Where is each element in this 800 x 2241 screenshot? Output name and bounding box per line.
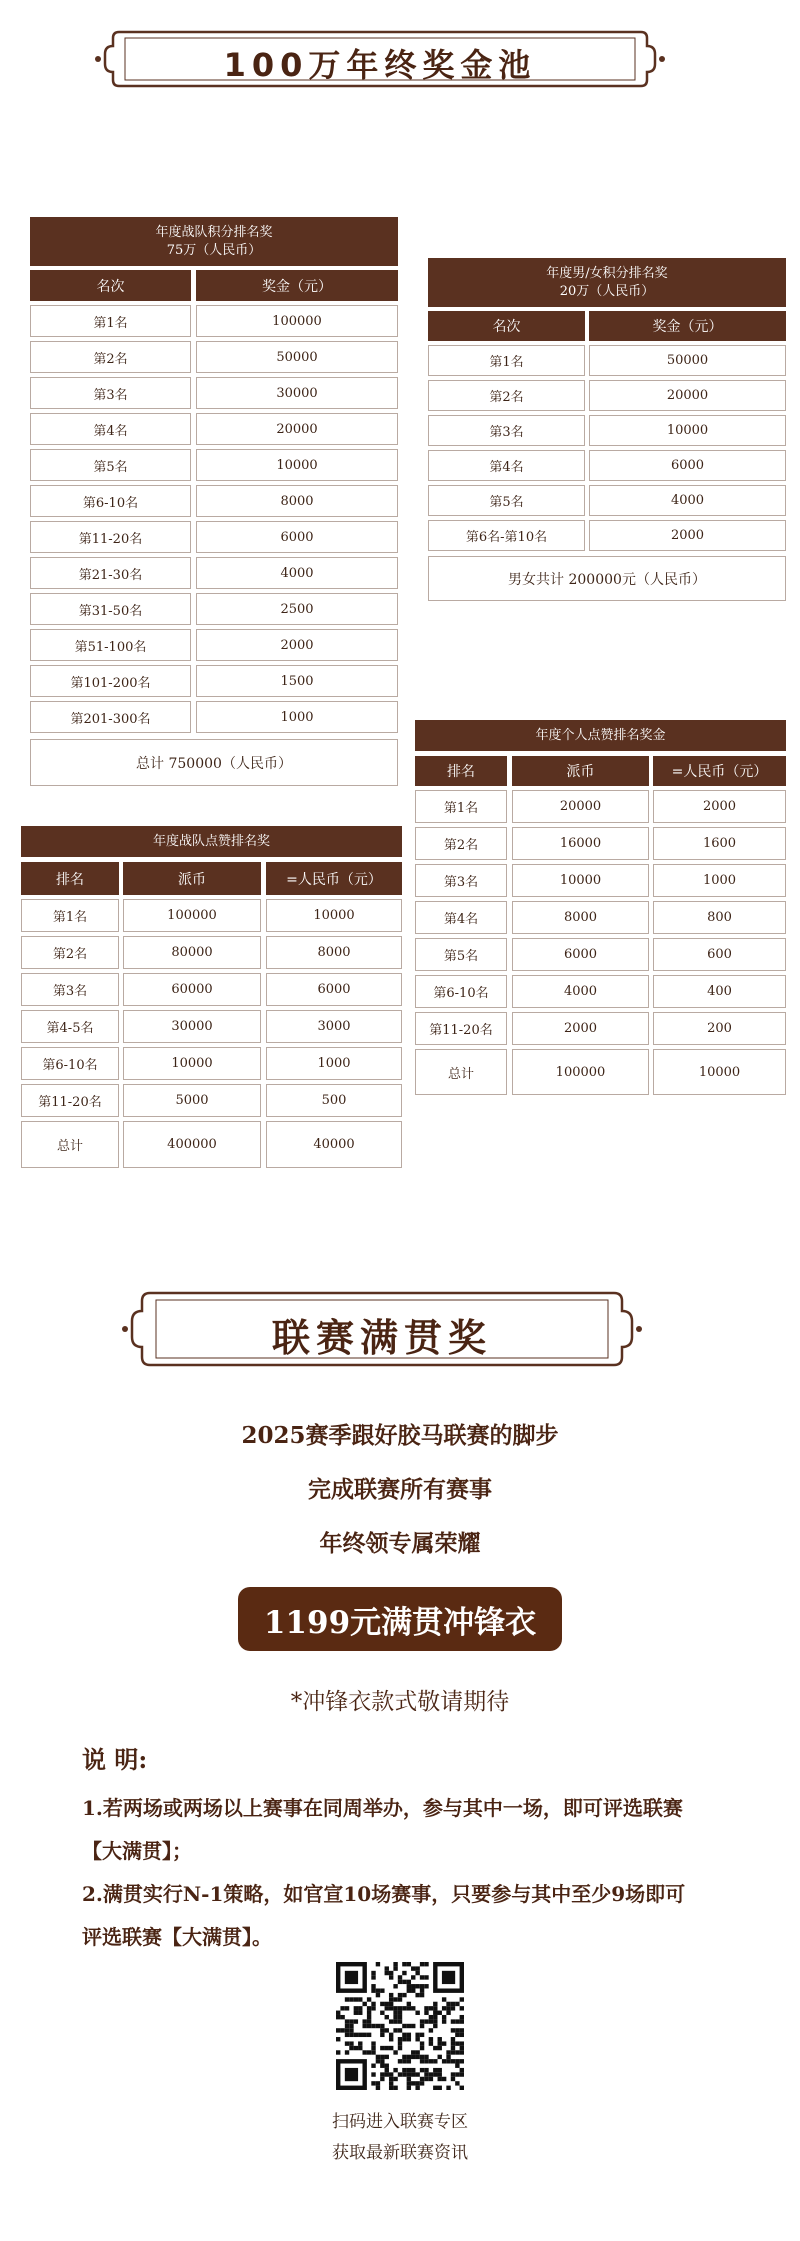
table-cell-rmb: 10000 <box>266 899 402 932</box>
table-cell-amount: 1000 <box>196 701 398 733</box>
notes-line: 2.满贯实行N-1策略，如官宣10场赛事，只要参与其中至少9场即可 <box>82 1882 686 1906</box>
table-cell-amount: 8000 <box>196 485 398 517</box>
table-cell-rank: 第2名 <box>21 936 119 969</box>
table-cell-coins: 4000 <box>512 975 649 1008</box>
table-cell-rank: 第6-10名 <box>30 485 191 517</box>
table-cell-rank: 第31-50名 <box>30 593 191 625</box>
table-cell-rmb: 6000 <box>266 973 402 1006</box>
table-title: 年度战队积分排名奖 <box>155 224 273 240</box>
table-cell-rmb: 600 <box>653 938 786 971</box>
table-cell-amount: 2500 <box>196 593 398 625</box>
table-cell-rank: 总计 <box>415 1049 507 1095</box>
table-cell-rank: 第6名-第10名 <box>428 520 585 551</box>
notes-line: 评选联赛【大满贯】。 <box>82 1925 272 1949</box>
table-cell-rank: 第11-20名 <box>415 1012 507 1045</box>
table-cell-coins: 100000 <box>512 1049 649 1095</box>
table-cell-rank: 第51-100名 <box>30 629 191 661</box>
table-cell-rmb: 40000 <box>266 1121 402 1168</box>
table-cell-rank: 第21-30名 <box>30 557 191 589</box>
table-cell-coins: 2000 <box>512 1012 649 1045</box>
table-cell-rmb: 1600 <box>653 827 786 860</box>
table-cell-rmb: 2000 <box>653 790 786 823</box>
table-cell-rank: 第2名 <box>30 341 191 373</box>
table-cell-coins: 10000 <box>123 1047 261 1080</box>
notes-title: 说 明: <box>82 1745 148 1774</box>
table-cell-rmb: 800 <box>653 901 786 934</box>
column-header: 排名 <box>415 756 507 786</box>
qr-code[interactable] <box>336 1962 464 2090</box>
table-cell-coins: 80000 <box>123 936 261 969</box>
table-cell-rank: 第6-10名 <box>21 1047 119 1080</box>
column-header: 名次 <box>428 311 585 341</box>
table-cell-coins: 8000 <box>512 901 649 934</box>
table-cell-amount: 2000 <box>589 520 786 551</box>
table-cell-rank: 第1名 <box>415 790 507 823</box>
column-header: 派币 <box>512 756 649 786</box>
notes-line: 1.若两场或两场以上赛事在同周举办，参与其中一场，即可评选联赛 <box>82 1796 683 1820</box>
table-cell-coins: 16000 <box>512 827 649 860</box>
table-cell-rank: 第11-20名 <box>21 1084 119 1117</box>
grand-slam-banner <box>122 1285 642 1373</box>
table-cell-coins: 5000 <box>123 1084 261 1117</box>
table-cell-amount: 6000 <box>589 450 786 481</box>
table-cell-coins: 30000 <box>123 1010 261 1043</box>
table-cell-rmb: 8000 <box>266 936 402 969</box>
intro-line: 年终领专属荣耀 <box>319 1530 481 1557</box>
table-cell-rank: 第5名 <box>30 449 191 481</box>
table-cell-rmb: 1000 <box>653 864 786 897</box>
table-cell-rank: 第4名 <box>30 413 191 445</box>
table-cell-amount: 4000 <box>196 557 398 589</box>
table-title: 年度战队点赞排名奖 <box>152 833 270 849</box>
page-title: 100万年终奖金池 <box>223 46 537 84</box>
table-cell-rank: 第4名 <box>415 901 507 934</box>
table-cell-amount: 10000 <box>196 449 398 481</box>
qr-caption: 获取最新联赛资讯 <box>332 2143 468 2163</box>
table-cell-rank: 第2名 <box>415 827 507 860</box>
table-cell-rmb: 3000 <box>266 1010 402 1043</box>
table-cell-rmb: 10000 <box>653 1049 786 1095</box>
table-cell-rmb: 200 <box>653 1012 786 1045</box>
table-title: 年度个人点赞排名奖金 <box>535 727 666 743</box>
table-cell-rmb: 400 <box>653 975 786 1008</box>
qr-code-icon <box>336 1962 464 2090</box>
qr-caption: 扫码进入联赛专区 <box>332 2112 468 2132</box>
table-title: 年度男/女积分排名奖 <box>546 265 668 281</box>
table-cell-rank: 第201-300名 <box>30 701 191 733</box>
table-cell-rank: 第4-5名 <box>21 1010 119 1043</box>
column-header: 派币 <box>123 862 261 895</box>
table-cell-coins: 10000 <box>512 864 649 897</box>
table-cell-amount: 30000 <box>196 377 398 409</box>
table-cell-rank: 第4名 <box>428 450 585 481</box>
table-cell-coins: 100000 <box>123 899 261 932</box>
table-cell-rank: 第11-20名 <box>30 521 191 553</box>
table-cell-amount: 100000 <box>196 305 398 337</box>
table-total: 总计 750000（人民币） <box>30 739 398 786</box>
table-cell-rmb: 1000 <box>266 1047 402 1080</box>
table-cell-rank: 第101-200名 <box>30 665 191 697</box>
table-total: 男女共计 200000元（人民币） <box>428 556 786 601</box>
column-header: 奖金（元） <box>196 270 398 301</box>
table-cell-rank: 第3名 <box>21 973 119 1006</box>
intro-line: 完成联赛所有赛事 <box>308 1476 492 1503</box>
table-cell-rank: 第2名 <box>428 380 585 411</box>
table-cell-rank: 第5名 <box>428 485 585 516</box>
table-cell-coins: 6000 <box>512 938 649 971</box>
column-header: 奖金（元） <box>589 311 786 341</box>
table-cell-coins: 60000 <box>123 973 261 1006</box>
table-cell-rmb: 500 <box>266 1084 402 1117</box>
table-header-banner <box>21 826 402 857</box>
table-cell-rank: 总计 <box>21 1121 119 1168</box>
column-header: =人民币（元） <box>266 862 402 895</box>
prize-badge: 1199元满贯冲锋衣 <box>238 1587 562 1651</box>
table-header-banner <box>428 258 786 307</box>
table-cell-amount: 4000 <box>589 485 786 516</box>
table-cell-amount: 50000 <box>196 341 398 373</box>
table-cell-rank: 第1名 <box>30 305 191 337</box>
table-cell-amount: 50000 <box>589 345 786 376</box>
table-subtitle: 20万（人民币） <box>559 283 655 299</box>
table-cell-coins: 20000 <box>512 790 649 823</box>
section-title: 联赛满贯奖 <box>271 1316 492 1360</box>
column-header: 名次 <box>30 270 191 301</box>
table-cell-rank: 第1名 <box>428 345 585 376</box>
table-cell-rank: 第1名 <box>21 899 119 932</box>
table-header-banner <box>415 720 786 751</box>
table-header-banner <box>30 217 398 266</box>
table-cell-amount: 6000 <box>196 521 398 553</box>
column-header: =人民币（元） <box>653 756 786 786</box>
table-cell-rank: 第6-10名 <box>415 975 507 1008</box>
column-header: 排名 <box>21 862 119 895</box>
table-cell-amount: 2000 <box>196 629 398 661</box>
table-subtitle: 75万（人民币） <box>166 242 262 258</box>
table-cell-amount: 20000 <box>589 380 786 411</box>
table-cell-rank: 第5名 <box>415 938 507 971</box>
table-cell-rank: 第3名 <box>30 377 191 409</box>
table-cell-amount: 1500 <box>196 665 398 697</box>
intro-line: 2025赛季跟好胶马联赛的脚步 <box>241 1422 559 1449</box>
table-cell-rank: 第3名 <box>428 415 585 446</box>
notes-line: 【大满贯】； <box>82 1839 192 1863</box>
table-cell-rank: 第3名 <box>415 864 507 897</box>
table-cell-amount: 20000 <box>196 413 398 445</box>
title-banner <box>95 26 665 92</box>
table-cell-amount: 10000 <box>589 415 786 446</box>
table-cell-coins: 400000 <box>123 1121 261 1168</box>
prize-note: *冲锋衣款式敬请期待 <box>290 1689 510 1715</box>
